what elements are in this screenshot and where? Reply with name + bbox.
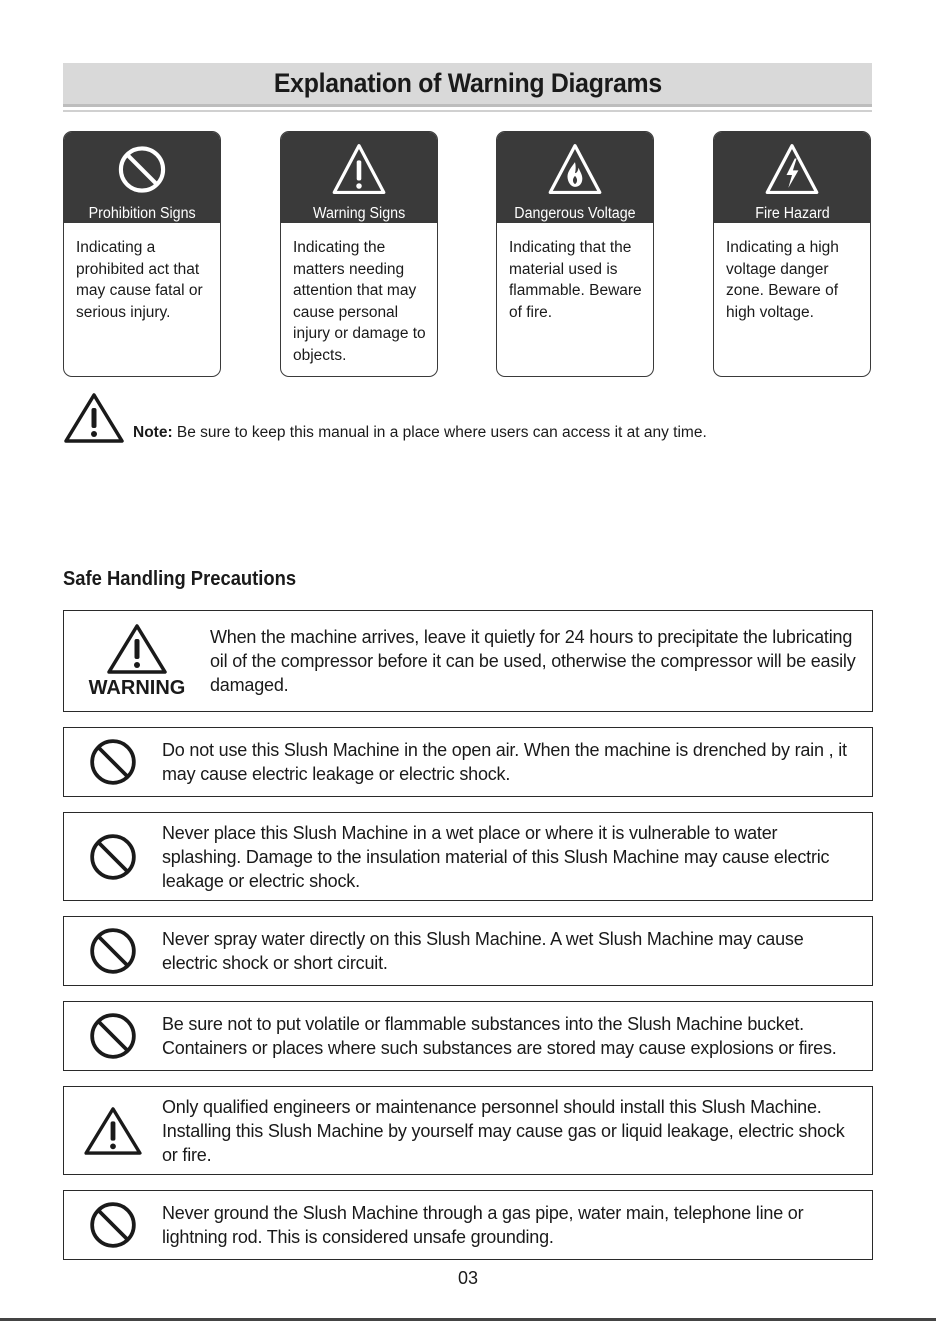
note-text — [133, 424, 707, 442]
card-warning-signs — [280, 131, 438, 377]
prohibition-icon — [88, 926, 138, 976]
precaution-text: Never place this Slush Machine in a wet place or where it is vulnerable to water splashing. Damage to the insulation material of this Slush Machine may cause electric leakage or electric shock. — [162, 822, 830, 891]
card-fire-hazard — [713, 131, 871, 377]
prohibition-icon-wrap — [64, 1011, 162, 1061]
bottom-divider — [0, 1318, 936, 1321]
card-header — [714, 132, 870, 223]
prohibition-icon — [88, 1200, 138, 1250]
precaution-text: Be sure not to put volatile or flammable substances into the Slush Machine bucket. Containers or places where such substances are stored may cause explosions or fires. — [162, 1014, 837, 1058]
warning-triangle-icon — [63, 392, 125, 444]
precaution-item — [63, 1190, 873, 1260]
warning-icon-group — [64, 623, 210, 700]
precaution-item — [63, 1001, 873, 1071]
card-label: Warning Signs — [312, 205, 406, 222]
prohibition-icon — [88, 832, 138, 882]
warning-triangle-icon — [330, 142, 388, 197]
card-header — [497, 132, 653, 223]
prohibition-icon-wrap — [64, 926, 162, 976]
flame-triangle-icon — [546, 142, 604, 197]
note-label: Note: — [133, 424, 173, 441]
card-description: Indicating a high voltage danger zone. Beware of high voltage. — [726, 239, 839, 321]
warning-label: WARNING — [88, 676, 186, 699]
precaution-text: Only qualified engineers or maintenance personnel should install this Slush Machine. Installing this Slush Machine by yourself may cause gas or liquid leakage, electric shock or fire. — [162, 1096, 845, 1165]
card-label: Dangerous Voltage — [514, 205, 636, 222]
prohibition-icon — [113, 142, 171, 197]
card-prohibition-signs — [63, 131, 221, 377]
card-label: Fire Hazard — [754, 205, 830, 222]
warning-triangle-icon — [106, 623, 168, 675]
card-dangerous-voltage — [496, 131, 654, 377]
prohibition-icon-wrap — [64, 737, 162, 787]
page-title: Explanation of Warning Diagrams — [273, 68, 662, 98]
prohibition-icon — [88, 1011, 138, 1061]
prohibition-icon-wrap — [64, 832, 162, 882]
card-description: Indicating a prohibited act that may cause fatal or serious injury. — [76, 239, 203, 321]
precaution-item — [63, 812, 873, 901]
prohibition-icon — [88, 737, 138, 787]
precaution-text: Never spray water directly on this Slush Machine. A wet Slush Machine may cause electric shock or short circuit. — [162, 929, 804, 973]
card-description: Indicating that the material used is flammable. Beware of fire. — [509, 239, 642, 321]
precaution-item — [63, 727, 873, 797]
lightning-triangle-icon — [763, 142, 821, 197]
card-header — [64, 132, 220, 223]
note-body: Be sure to keep this manual in a place where users can access it at any time. — [172, 424, 707, 441]
precaution-item — [63, 916, 873, 986]
section-title: Safe Handling Precautions — [63, 568, 297, 590]
prohibition-icon-wrap — [64, 1200, 162, 1250]
precaution-text: Never ground the Slush Machine through a gas pipe, water main, telephone line or lightning rod. This is considered unsafe grounding. — [162, 1203, 804, 1247]
manual-note — [63, 392, 823, 444]
warning-box — [63, 610, 873, 712]
card-description: Indicating the matters needing attention that may cause personal injury or damage to objects. — [293, 239, 426, 364]
precaution-item — [63, 1086, 873, 1175]
warning-triangle-icon — [83, 1106, 143, 1156]
title-divider — [63, 110, 872, 112]
page-number: 03 — [457, 1268, 479, 1288]
warning-icon-wrap — [64, 1106, 162, 1156]
warning-text: When the machine arrives, leave it quietly for 24 hours to precipitate the lubricating oil of the compressor before it can be used, otherwise the compressor will be easily damaged. — [210, 627, 856, 695]
page-title-bar — [63, 63, 872, 107]
card-header — [281, 132, 437, 223]
card-label: Prohibition Signs — [88, 205, 196, 222]
precaution-text: Do not use this Slush Machine in the open air. When the machine is drenched by rain , it may cause electric leakage or electric shock. — [162, 740, 847, 784]
